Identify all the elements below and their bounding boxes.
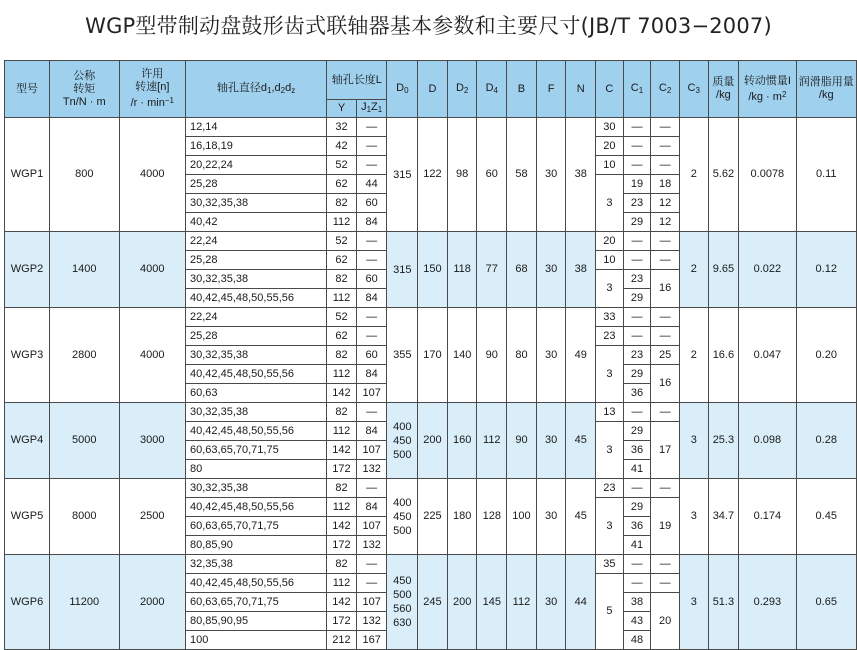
torque-cell: 2800 [50, 308, 120, 403]
c-cell: 23 [596, 327, 624, 346]
d0-cell [387, 232, 418, 308]
c1-cell: — [623, 555, 651, 574]
length-y-cell: 82 [327, 270, 357, 289]
length-j1z1-cell: — [356, 479, 387, 498]
d4-cell: 77 [477, 232, 507, 308]
bore-diameter-cell: 40,42,45,48,50,55,56 [186, 422, 327, 441]
header-d0: $D_0$ [387, 61, 418, 118]
length-j1z1-cell: — [356, 403, 387, 422]
length-y-cell: 62 [327, 175, 357, 194]
inertia-cell: 0.293 [739, 555, 796, 650]
mass-cell: 51.3 [708, 555, 739, 650]
d4-cell: 145 [477, 555, 507, 650]
c3-cell: 3 [679, 479, 708, 555]
d-cell: 200 [418, 403, 448, 479]
c1-cell: — [623, 137, 651, 156]
speed-cell: 4000 [119, 308, 185, 403]
c1-cell: — [623, 118, 651, 137]
mass-cell: 5.62 [708, 118, 739, 232]
d0-value: 400 [393, 496, 412, 509]
c2-cell: 25 [651, 346, 680, 365]
c-cell: 5 [596, 574, 624, 650]
bore-diameter-cell: 80,85,90,95 [186, 612, 327, 631]
d0-value: 630 [393, 617, 412, 629]
c2-cell: — [651, 308, 680, 327]
d0-cell [387, 403, 418, 479]
c1-cell: 43 [623, 612, 651, 631]
c1-cell: 41 [623, 460, 651, 479]
bore-diameter-cell: 25,28 [186, 327, 327, 346]
c3-cell: 3 [679, 555, 708, 650]
n-cell: 45 [566, 403, 596, 479]
header-torque: 公称 转矩 Tn/N · m [50, 61, 120, 118]
d0-cell [387, 118, 418, 232]
torque-cell: 8000 [50, 479, 120, 555]
d0-value: 315 [393, 263, 412, 276]
inertia-cell: 0.022 [739, 232, 796, 308]
c-cell: 30 [596, 118, 624, 137]
length-y-cell: 172 [327, 612, 357, 631]
length-j1z1-cell: — [356, 574, 387, 593]
inertia-cell: 0.0078 [739, 118, 796, 232]
c1-cell: 41 [623, 536, 651, 555]
d0-value: 355 [393, 349, 412, 361]
length-j1z1-cell: — [356, 156, 387, 175]
c1-cell: — [623, 308, 651, 327]
b-cell: 112 [507, 555, 537, 650]
c1-cell: — [623, 327, 651, 346]
c2-cell: — [651, 137, 680, 156]
length-y-cell: 172 [327, 536, 357, 555]
length-y-cell: 112 [327, 498, 357, 517]
d0-cell [387, 555, 418, 650]
length-j1z1-cell: — [356, 251, 387, 270]
d0-value: 400 [393, 420, 412, 433]
model-group [5, 308, 857, 403]
header-bore-diameter: 轴孔直径$d_1,d_2d_z$ [186, 61, 327, 118]
bore-diameter-cell: 40,42,45,48,50,55,56 [186, 498, 327, 517]
model-cell: WGP5 [5, 479, 50, 555]
n-cell: 49 [566, 308, 596, 403]
model-group [5, 555, 857, 650]
bore-diameter-cell: 22,24 [186, 308, 327, 327]
length-j1z1-cell: 107 [356, 517, 387, 536]
bore-diameter-cell: 60,63 [186, 384, 327, 403]
c2-cell: — [651, 232, 680, 251]
d0-cell [387, 308, 418, 403]
c1-cell: 29 [623, 213, 651, 232]
mass-cell: 9.65 [708, 232, 739, 308]
header-inertia: 转动惯量I $/kg \cdot m^2$ [739, 61, 796, 118]
model-cell: WGP1 [5, 118, 50, 232]
c-cell: 33 [596, 308, 624, 327]
c1-cell: — [623, 251, 651, 270]
c2-cell: 19 [651, 498, 680, 555]
length-y-cell: 82 [327, 346, 357, 365]
c1-cell: — [623, 574, 651, 593]
c2-cell: — [651, 479, 680, 498]
length-j1z1-cell: — [356, 118, 387, 137]
model-group [5, 232, 857, 308]
length-j1z1-cell: 132 [356, 460, 387, 479]
header-d4: $D_4$ [477, 61, 507, 118]
bore-diameter-cell: 60,63,65,70,71,75 [186, 593, 327, 612]
speed-cell: 3000 [119, 403, 185, 479]
length-y-cell: 32 [327, 118, 357, 137]
length-j1z1-cell: 60 [356, 346, 387, 365]
length-y-cell: 212 [327, 631, 357, 650]
length-y-cell: 112 [327, 289, 357, 308]
length-y-cell: 82 [327, 194, 357, 213]
c2-cell: — [651, 327, 680, 346]
inertia-cell: 0.098 [739, 403, 796, 479]
c1-cell: 19 [623, 175, 651, 194]
speed-cell: 2000 [119, 555, 185, 650]
grease-cell: 0.20 [796, 308, 857, 403]
d2-cell: 118 [447, 232, 477, 308]
c1-cell: — [623, 479, 651, 498]
length-y-cell: 112 [327, 574, 357, 593]
c-cell: 3 [596, 498, 624, 555]
bore-diameter-cell: 30,32,35,38 [186, 194, 327, 213]
length-j1z1-cell: 84 [356, 498, 387, 517]
length-j1z1-cell: — [356, 308, 387, 327]
torque-cell: 11200 [50, 555, 120, 650]
model-group [5, 403, 857, 479]
length-y-cell: 112 [327, 422, 357, 441]
d-cell: 170 [418, 308, 448, 403]
bore-diameter-cell: 30,32,35,38 [186, 479, 327, 498]
length-j1z1-cell: 84 [356, 365, 387, 384]
bore-diameter-cell: 30,32,35,38 [186, 403, 327, 422]
table-row [5, 403, 857, 422]
c1-cell: — [623, 232, 651, 251]
coupling-parameter-table [4, 60, 857, 650]
c-cell: 10 [596, 251, 624, 270]
b-cell: 100 [507, 479, 537, 555]
header-c2: $C_2$ [651, 61, 680, 118]
speed-cell: 2500 [119, 479, 185, 555]
model-cell: WGP3 [5, 308, 50, 403]
length-j1z1-cell: 107 [356, 384, 387, 403]
header-length-j1z1: $J_1Z_1$ [356, 100, 387, 118]
speed-cell: 4000 [119, 232, 185, 308]
c1-cell: 36 [623, 441, 651, 460]
length-y-cell: 142 [327, 441, 357, 460]
bore-diameter-cell: 80 [186, 460, 327, 479]
torque-cell: 800 [50, 118, 120, 232]
length-y-cell: 52 [327, 232, 357, 251]
c1-cell: 29 [623, 365, 651, 384]
c2-cell: — [651, 118, 680, 137]
n-cell: 38 [566, 232, 596, 308]
header-grease: 润滑脂用量 /kg [796, 61, 857, 118]
c-cell: 23 [596, 479, 624, 498]
speed-cell: 4000 [119, 118, 185, 232]
d0-value: 315 [393, 168, 412, 181]
c1-cell: 36 [623, 517, 651, 536]
d0-cell [387, 479, 418, 555]
bore-diameter-cell: 20,22,24 [186, 156, 327, 175]
length-y-cell: 172 [327, 460, 357, 479]
c1-cell: 29 [623, 498, 651, 517]
d4-cell: 90 [477, 308, 507, 403]
mass-cell: 34.7 [708, 479, 739, 555]
length-j1z1-cell: 84 [356, 289, 387, 308]
c2-cell: 17 [651, 422, 680, 479]
torque-cell: 1400 [50, 232, 120, 308]
c1-cell: 29 [623, 289, 651, 308]
header-c3: $C_3$ [679, 61, 708, 118]
model-cell: WGP4 [5, 403, 50, 479]
table-row [5, 555, 857, 574]
length-y-cell: 42 [327, 137, 357, 156]
length-y-cell: 52 [327, 156, 357, 175]
f-cell: 30 [536, 308, 566, 403]
grease-cell: 0.12 [796, 232, 857, 308]
length-j1z1-cell: — [356, 327, 387, 346]
d0-value: 500 [393, 524, 412, 537]
c-cell: 3 [596, 270, 624, 308]
length-j1z1-cell: 107 [356, 441, 387, 460]
header-f: F [536, 61, 566, 118]
grease-cell: 0.45 [796, 479, 857, 555]
d4-cell: 128 [477, 479, 507, 555]
d2-cell: 98 [447, 118, 477, 232]
d-cell: 225 [418, 479, 448, 555]
length-j1z1-cell: 44 [356, 175, 387, 194]
d4-cell: 112 [477, 403, 507, 479]
grease-cell: 0.28 [796, 403, 857, 479]
c-cell: 3 [596, 175, 624, 232]
c-cell: 3 [596, 346, 624, 403]
c2-cell: — [651, 574, 680, 593]
table-row [5, 308, 857, 327]
c-cell: 13 [596, 403, 624, 422]
header-b: B [507, 61, 537, 118]
c2-cell: 16 [651, 270, 680, 308]
length-y-cell: 62 [327, 327, 357, 346]
bore-diameter-cell: 60,63,65,70,71,75 [186, 441, 327, 460]
d0-value: 500 [393, 589, 412, 601]
c2-cell: 20 [651, 593, 680, 650]
b-cell: 58 [507, 118, 537, 232]
header-mass: 质量 /kg [708, 61, 739, 118]
table-row [5, 118, 857, 137]
table-header [5, 61, 857, 118]
c1-cell: 38 [623, 593, 651, 612]
d0-value: 500 [393, 448, 412, 461]
f-cell: 30 [536, 555, 566, 650]
c3-cell: 2 [679, 232, 708, 308]
f-cell: 30 [536, 118, 566, 232]
c-cell: 20 [596, 232, 624, 251]
bore-diameter-cell: 30,32,35,38 [186, 270, 327, 289]
length-y-cell: 112 [327, 213, 357, 232]
length-j1z1-cell: — [356, 137, 387, 156]
bore-diameter-cell: 40,42 [186, 213, 327, 232]
length-j1z1-cell: 84 [356, 422, 387, 441]
f-cell: 30 [536, 403, 566, 479]
c2-cell: 12 [651, 194, 680, 213]
b-cell: 90 [507, 403, 537, 479]
d-cell: 150 [418, 232, 448, 308]
bore-diameter-cell: 25,28 [186, 175, 327, 194]
inertia-cell: 0.047 [739, 308, 796, 403]
bore-diameter-cell: 100 [186, 631, 327, 650]
length-j1z1-cell: 107 [356, 593, 387, 612]
d2-cell: 200 [447, 555, 477, 650]
n-cell: 45 [566, 479, 596, 555]
c2-cell: — [651, 555, 680, 574]
grease-cell: 0.11 [796, 118, 857, 232]
grease-cell: 0.65 [796, 555, 857, 650]
header-c: C [596, 61, 624, 118]
c1-cell: — [623, 403, 651, 422]
length-y-cell: 112 [327, 365, 357, 384]
d0-value: 450 [393, 575, 412, 587]
model-cell: WGP6 [5, 555, 50, 650]
header-length-y: Y [327, 100, 357, 118]
length-y-cell: 52 [327, 308, 357, 327]
length-y-cell: 142 [327, 593, 357, 612]
c2-cell: — [651, 156, 680, 175]
header-speed: 许用 转速[n] $/r \cdot \min^{-1}$ [119, 61, 185, 118]
header-n: N [566, 61, 596, 118]
table-title: WGP型带制动盘鼓形齿式联轴器基本参数和主要尺寸(JB/T 7003−2007) [85, 14, 772, 38]
length-j1z1-cell: — [356, 232, 387, 251]
table-row [5, 232, 857, 251]
model-cell: WGP2 [5, 232, 50, 308]
length-y-cell: 142 [327, 517, 357, 536]
header-d2: $D_2$ [447, 61, 477, 118]
c2-cell: 18 [651, 175, 680, 194]
header-c1: $C_1$ [623, 61, 651, 118]
table-row [5, 479, 857, 498]
c-cell: 10 [596, 156, 624, 175]
c2-cell: — [651, 403, 680, 422]
d0-value: 450 [393, 434, 412, 447]
d4-cell: 60 [477, 118, 507, 232]
d2-cell: 160 [447, 403, 477, 479]
f-cell: 30 [536, 232, 566, 308]
bore-diameter-cell: 12,14 [186, 118, 327, 137]
bore-diameter-cell: 40,42,45,48,50,55,56 [186, 574, 327, 593]
c2-cell: 16 [651, 365, 680, 403]
length-j1z1-cell: 132 [356, 612, 387, 631]
c1-cell: 23 [623, 194, 651, 213]
bore-diameter-cell: 40,42,45,48,50,55,56 [186, 289, 327, 308]
length-j1z1-cell: 60 [356, 194, 387, 213]
bore-diameter-cell: 22,24 [186, 232, 327, 251]
c1-cell: 29 [623, 422, 651, 441]
f-cell: 30 [536, 479, 566, 555]
n-cell: 38 [566, 118, 596, 232]
header-bore-length: 轴孔长度L [327, 61, 387, 100]
model-group [5, 118, 857, 232]
bore-diameter-cell: 40,42,45,48,50,55,56 [186, 365, 327, 384]
length-y-cell: 62 [327, 251, 357, 270]
c3-cell: 2 [679, 308, 708, 403]
c1-cell: 23 [623, 346, 651, 365]
length-j1z1-cell: — [356, 555, 387, 574]
length-j1z1-cell: 84 [356, 213, 387, 232]
mass-cell: 16.6 [708, 308, 739, 403]
torque-cell: 5000 [50, 403, 120, 479]
c-cell: 20 [596, 137, 624, 156]
b-cell: 80 [507, 308, 537, 403]
length-j1z1-cell: 167 [356, 631, 387, 650]
header-model: 型号 [5, 61, 50, 118]
mass-cell: 25.3 [708, 403, 739, 479]
c-cell: 3 [596, 422, 624, 479]
c3-cell: 3 [679, 403, 708, 479]
bore-diameter-cell: 30,32,35,38 [186, 346, 327, 365]
inertia-cell: 0.174 [739, 479, 796, 555]
bore-diameter-cell: 60,63,65,70,71,75 [186, 517, 327, 536]
bore-diameter-cell: 32,35,38 [186, 555, 327, 574]
bore-diameter-cell: 25,28 [186, 251, 327, 270]
d-cell: 122 [418, 118, 448, 232]
length-y-cell: 142 [327, 384, 357, 403]
model-group [5, 479, 857, 555]
d2-cell: 140 [447, 308, 477, 403]
d0-value: 560 [393, 603, 412, 615]
bore-diameter-cell: 16,18,19 [186, 137, 327, 156]
d0-value: 450 [393, 510, 412, 523]
c1-cell: 48 [623, 631, 651, 650]
length-y-cell: 82 [327, 555, 357, 574]
c2-cell: 12 [651, 213, 680, 232]
c1-cell: 36 [623, 384, 651, 403]
c1-cell: 23 [623, 270, 651, 289]
length-y-cell: 82 [327, 479, 357, 498]
c-cell: 35 [596, 555, 624, 574]
bore-diameter-cell: 80,85,90 [186, 536, 327, 555]
header-d: D [418, 61, 448, 118]
n-cell: 44 [566, 555, 596, 650]
d2-cell: 180 [447, 479, 477, 555]
length-j1z1-cell: 132 [356, 536, 387, 555]
c1-cell: — [623, 156, 651, 175]
c3-cell: 2 [679, 118, 708, 232]
d-cell: 245 [418, 555, 448, 650]
length-j1z1-cell: 60 [356, 270, 387, 289]
length-y-cell: 82 [327, 403, 357, 422]
b-cell: 68 [507, 232, 537, 308]
c2-cell: — [651, 251, 680, 270]
